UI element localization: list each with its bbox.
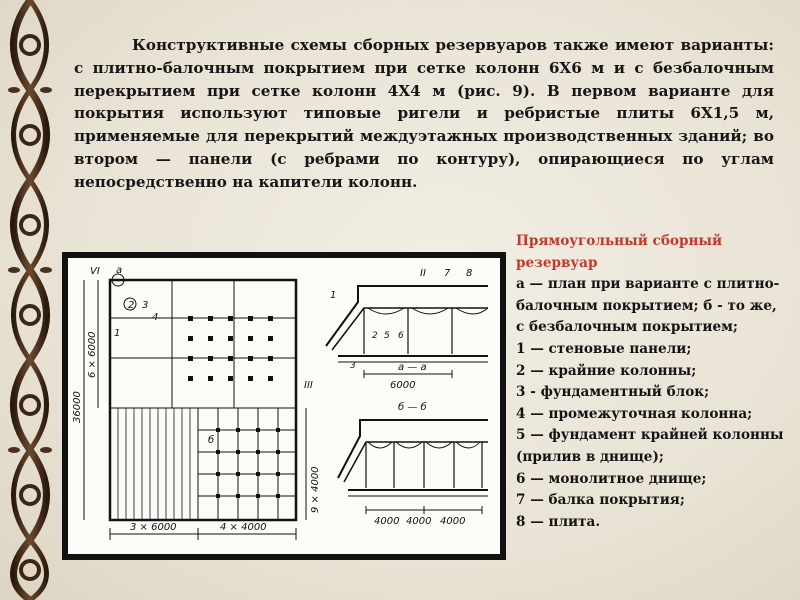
label-section-aa: а — а (398, 362, 427, 373)
label-mark-a: а (116, 265, 123, 276)
label-n8: 8 (466, 268, 473, 279)
label-n5: 5 (384, 331, 390, 341)
label-mark-b: б (208, 435, 215, 446)
legend-item-7: 7 — балка покрытия; (516, 492, 685, 509)
reservoir-drawing-svg (68, 258, 500, 554)
dim-section-b2: 4000 (406, 516, 432, 527)
legend-item-3: 3 - фундаментный блок; (516, 384, 710, 401)
legend-item-6: 6 — монолитное днище; (516, 470, 707, 487)
legend-item-5: 5 — фундамент крайней колонны (прилив в днище); (516, 427, 784, 465)
label-n6: 6 (398, 331, 404, 341)
dim-section-b1: 4000 (374, 516, 400, 527)
legend-item-ab: а — план при варианте с плитно-балочным покрытием; б - то же, с безбалочным покрытием; (516, 276, 780, 336)
dim-6x6000: 6 × 6000 (87, 331, 98, 378)
plan-grid-upper (110, 280, 296, 408)
dim-3x6000: 3 × 6000 (130, 522, 177, 533)
label-n1-plan: 1 (114, 328, 121, 339)
legend-item-4: 4 — промежуточная колонна; (516, 405, 753, 422)
label-roman-2: II (420, 268, 426, 279)
label-roman-3: III (304, 380, 313, 391)
label-n7: 7 (444, 268, 451, 279)
figure-legend (516, 231, 786, 533)
dim-section-b3: 4000 (440, 516, 466, 527)
ornament-border-left (0, 0, 70, 600)
dim-36000: 36000 (72, 391, 83, 423)
label-n3: 3 (142, 300, 149, 311)
main-paragraph: Конструктивные схемы сборных резервуаров также имеют варианты: с плитно-балочным покрытием при сетке колонн 6Х6 м и с безбалочным перекрытием при сетке колонн 4Х4 м (рис. 9). В первом варианте для покрытия используют типовые ригели и ребристые плиты 6Х1,5 м, применяемые для перекрытий междуэтажных производственных зданий; во втором — панели (с ребрами по контуру), опирающиеся по углам непосредственно на капители колонн. (74, 36, 774, 191)
label-n2-section: 2 (372, 331, 378, 341)
plan-grid-lower (198, 408, 296, 520)
label-n1-section: 1 (330, 290, 337, 301)
label-section-bb: б — б (398, 402, 427, 413)
plan-hatching (118, 408, 190, 520)
label-n4: 4 (152, 312, 159, 323)
section-bb (338, 420, 488, 514)
dim-section-6000: 6000 (390, 380, 416, 391)
label-roman-6: VI (90, 266, 100, 277)
label-n3-section: 3 (350, 361, 356, 371)
legend-item-8: 8 — плита. (516, 513, 601, 530)
dim-4x4000: 4 × 4000 (220, 522, 267, 533)
technical-drawing (62, 252, 506, 560)
legend-item-2: 2 — крайние колонны; (516, 362, 697, 379)
legend-item-1: 1 — стеновые панели; (516, 340, 692, 357)
label-n2: 2 (128, 300, 135, 311)
plan-view (84, 274, 306, 540)
legend-caption: Прямоугольный сборный резервуар (516, 233, 723, 271)
dim-9x4000: 9 × 4000 (310, 466, 321, 513)
